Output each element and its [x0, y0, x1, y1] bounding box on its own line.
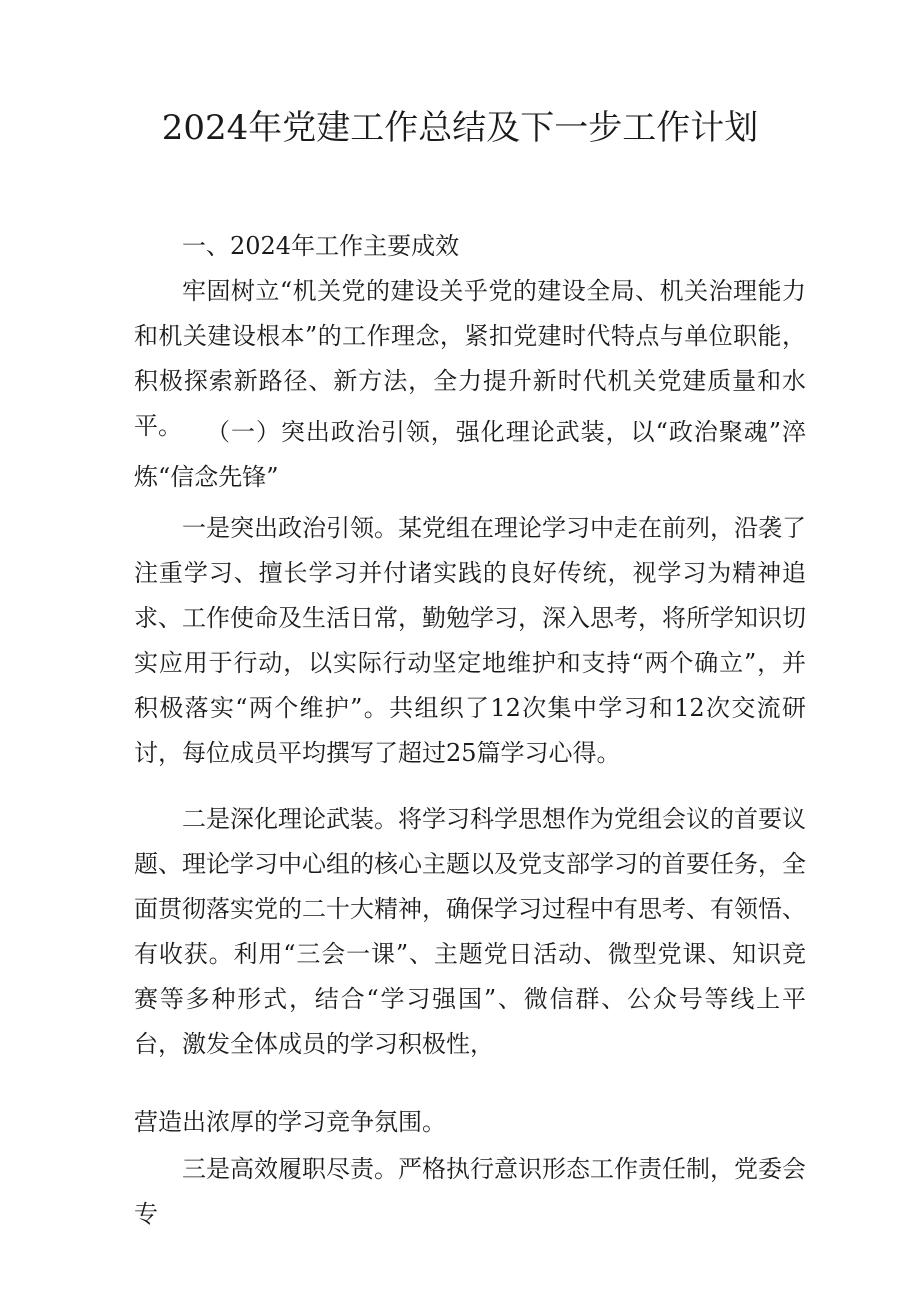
section-one-heading: 一、2024年工作主要成效 — [182, 232, 460, 260]
paragraph-duty: 三是高效履职尽责。严格执行意识形态工作责任制，党委会专 — [134, 1155, 806, 1228]
paragraph-atmosphere: 营造出浓厚的学习竞争氛围。 — [134, 1108, 446, 1136]
subsection-one-heading: （一）突出政治引领，强化理论武装，以“政治聚魂”淬炼“信念先锋” — [134, 418, 806, 491]
paragraph-theory-arm: 二是深化理论武装。将学习科学思想作为党组会议的首要议题、理论学习中心组的核心主题以及党支部学习的首要任务，全面贯彻落实党的二十大精神，确保学习过程中有思考、有领悟、有收获。利用“三会一课”、主题党日活动、微型党课、知识竞赛等多种形式，结合“学习强国”、微信群、公众号等线上平台，激发全体成员的学习积极性， — [134, 805, 806, 1058]
intro-paragraph: 牢固树立“机关党的建设关乎党的建设全局、机关治理能力和机关建设根本”的工作理念，紧扣党建时代特点与单位职能，积极探索新路径、新方法，全力提升新时代机关党建质量和水平。 — [134, 277, 806, 440]
paragraph-political-lead: 一是突出政治引领。某党组在理论学习中走在前列，沿袭了注重学习、擅长学习并付诸实践的良好传统，视学习为精神追求、工作使命及生活日常，勤勉学习，深入思考，将所学知识切实应用于行动，以实际行动坚定地维护和支持“两个确立”，并积极落实“两个维护”。共组织了12次集中学习和12次交流研讨，每位成员平均撰写了超过25篇学习心得。 — [134, 514, 806, 767]
document-title: 2024年党建工作总结及下一步工作计划 — [161, 108, 759, 148]
